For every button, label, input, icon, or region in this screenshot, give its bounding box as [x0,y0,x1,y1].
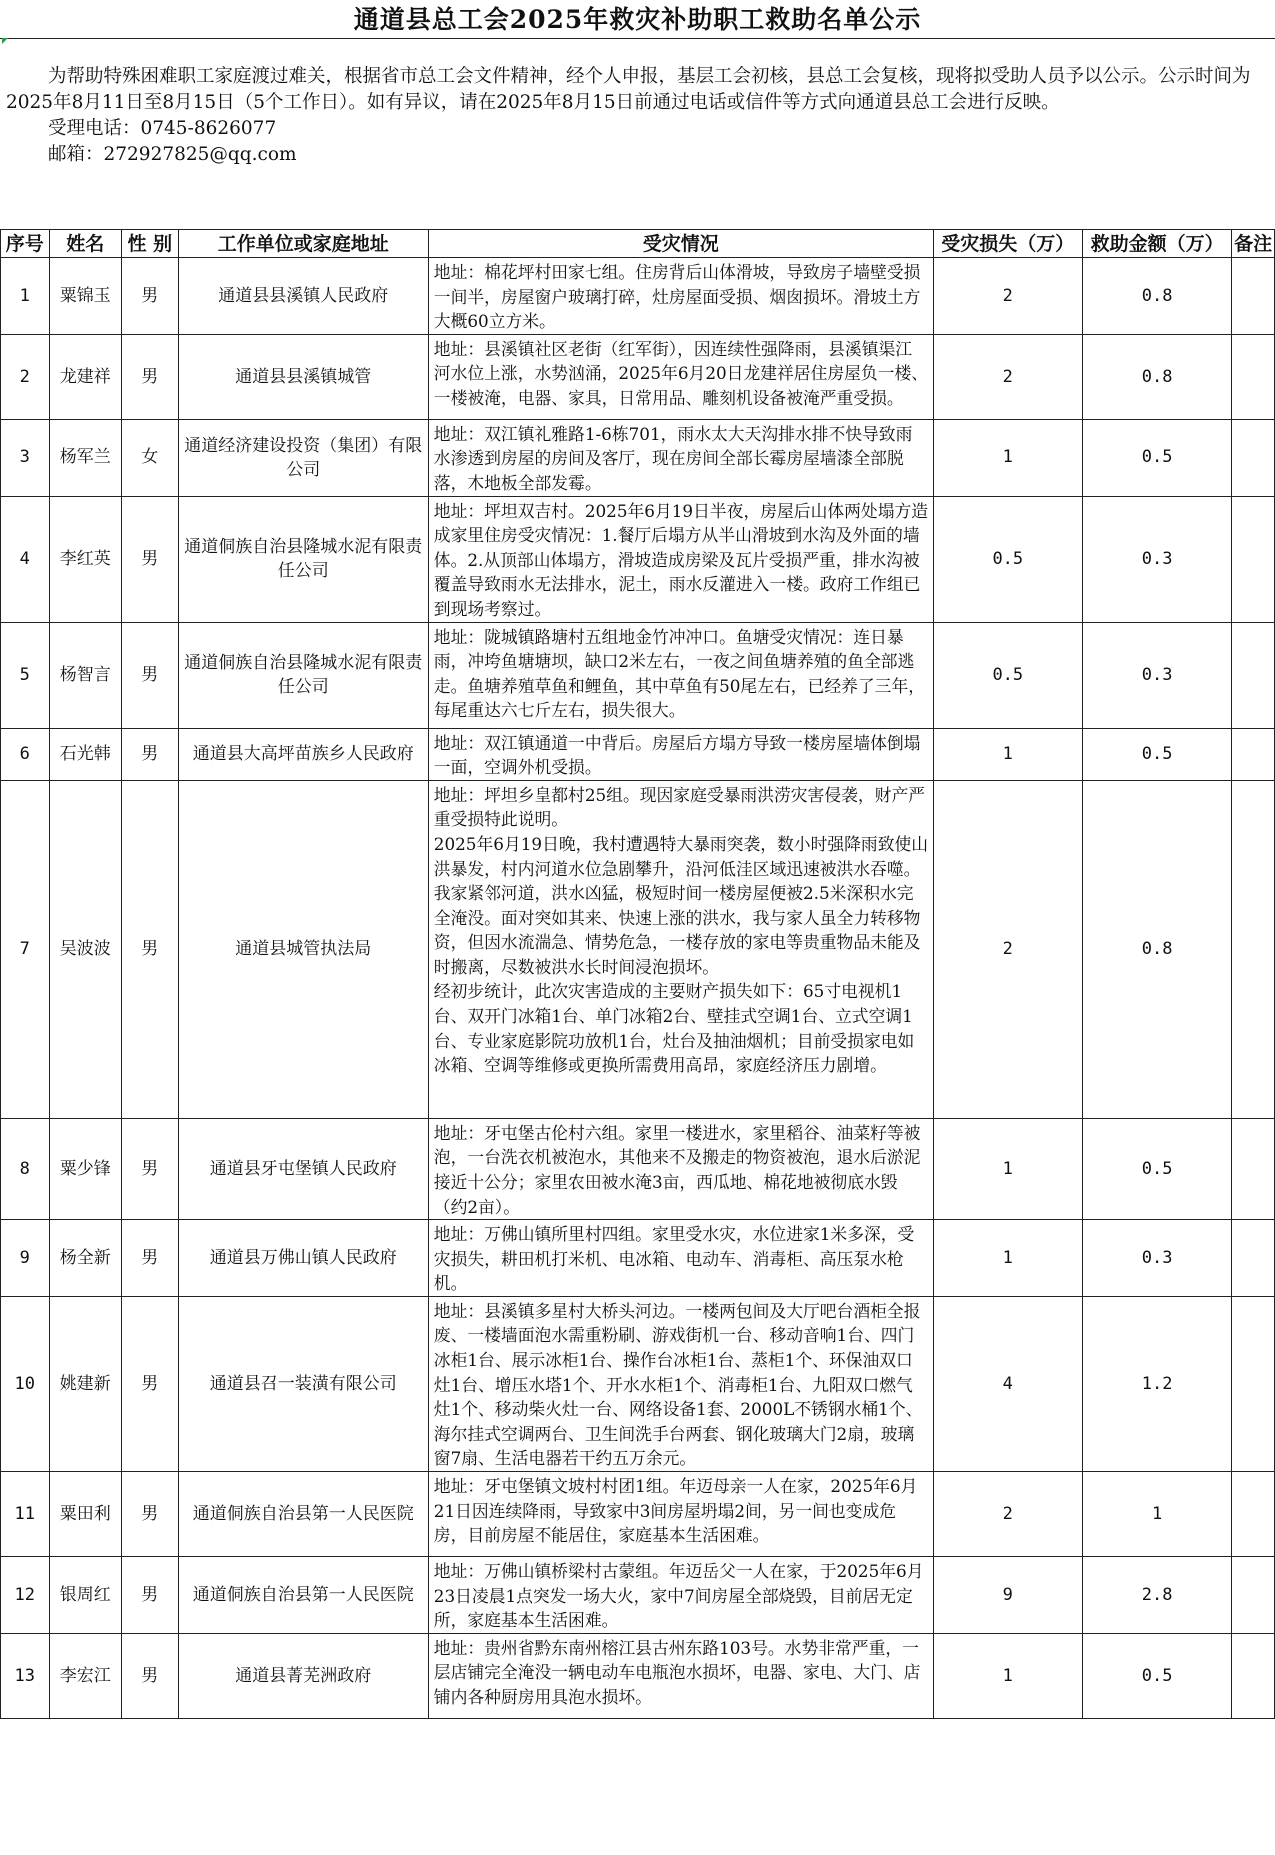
situation-text: 地址：贵州省黔东南州榕江县古州东路103号。水势非常严重，一层店铺完全淹没一辆电动车电瓶泡水损坏，电器、家电、大门、店铺内各种厨房用具泡水损坏。 [433,1637,921,1707]
cell-loss: 2 [933,258,1082,335]
table-row [1,1220,1275,1297]
cell-name: 粟田利 [49,1472,121,1557]
cell-seq: 9 [1,1220,50,1297]
table-row [1,622,1275,728]
cell-gender: 男 [121,780,178,1118]
cell-situation [428,1557,933,1634]
notice-text [6,64,1268,168]
cell-gender: 男 [121,334,178,419]
cell-loss: 2 [933,780,1082,1118]
cell-aid: 0.3 [1082,622,1231,728]
situation-text: 地址：牙屯堡镇文坡村村团1组。年迈母亲一人在家，2025年6月21日因连续降雨，导致家中3间房屋坍塌2间，另一间也变成危房，目前房屋不能居住，家庭基本生活困难。 [433,1476,918,1546]
cell-loss: 1 [933,419,1082,496]
cell-remark [1232,419,1275,496]
cell-unit: 通道侗族自治县隆城水泥有限责任公司 [178,496,428,622]
cell-remark [1232,780,1275,1118]
table-row [1,1118,1275,1219]
cell-unit: 通道侗族自治县第一人民医院 [178,1472,428,1557]
cell-gender: 男 [121,728,178,780]
cell-loss: 4 [933,1296,1082,1471]
cell-name: 杨智言 [49,622,121,728]
cell-seq: 13 [1,1633,50,1718]
cell-situation [428,1296,933,1471]
header-unit: 工作单位或家庭地址 [178,230,428,258]
situation-text: 地址：县溪镇多星村大桥头河边。一楼两包间及大厅吧台酒柜全报废、一楼墙面泡水需重粉刷、游戏街机一台、移动音响1台、四门冰柜1台、展示冰柜1台、操作台冰柜1台、蒸柜1个、环保油双口灶1台、增压水塔1个、开水水柜1个、消毒柜1台、九阳双口燃气灶1个、移动柴火灶一台、网络设备1套、2000L不锈钢水桶1个、海尔挂式空调两台、卫生间洗手台两套、钢化玻璃大门2扇，玻璃窗7扇、生活电器若干约五万余元。 [433,1300,923,1469]
cell-unit: 通道县县溪镇人民政府 [178,258,428,335]
cell-seq: 4 [1,496,50,622]
cell-name: 李宏江 [49,1633,121,1718]
cell-loss: 2 [933,1472,1082,1557]
cell-aid: 0.5 [1082,419,1231,496]
table-row [1,496,1275,622]
cell-name: 姚建新 [49,1296,121,1471]
cell-unit: 通道县城管执法局 [178,780,428,1118]
cell-aid: 0.3 [1082,496,1231,622]
situation-text: 地址：坪坦乡皇都村25组。现因家庭受暴雨洪涝灾害侵袭，财产严重受损特此说明。 2025年6月19日晚，我村遭遇特大暴雨突袭，数小时强降雨致使山洪暴发，村内河道水位急剧攀升，沿河低洼区域迅速被洪水吞噬。我家紧邻河道，洪水凶猛，极短时间一楼房屋便被2.5米深积水完全淹没。面对突如其来、快速上涨的洪水，我与家人虽全力转移物资，但因水流湍急、情势危急，一楼存放的家电等贵重物品未能及时搬离，尽数被洪水长时间浸泡损坏。 经初步统计，此次灾害造成的主要财产损失如下：65寸电视机1台、双开门冰箱1台、单门冰箱2台、壁挂式空调1台、立式空调1台、专业家庭影院功放机1台，灶台及抽油烟机；目前受损家电如冰箱、空调等维修或更换所需费用高昂，家庭经济压力剧增。 [433,784,929,1076]
cell-seq: 6 [1,728,50,780]
cell-situation [428,1220,933,1297]
cell-situation [428,1472,933,1557]
cell-gender: 女 [121,419,178,496]
contact-email: 邮箱：272927825@qq.com [48,144,297,165]
cell-loss: 1 [933,1118,1082,1219]
cell-remark [1232,334,1275,419]
cell-loss: 1 [933,728,1082,780]
cell-seq: 5 [1,622,50,728]
situation-text: 地址：县溪镇社区老街（红军街），因连续性强降雨，县溪镇渠江河水位上涨，水势汹涌，2025年6月20日龙建祥居住房屋负一楼、一楼被淹，电器、家具，日常用品、雕刻机设备被淹严重受损。 [433,338,929,408]
contact-phone: 受理电话：0745-8626077 [48,118,277,139]
header-remark: 备注 [1232,230,1275,258]
table-body [1,258,1275,1719]
cell-gender: 男 [121,622,178,728]
cell-remark [1232,1472,1275,1557]
situation-text: 地址：坪坦双吉村。2025年6月19日半夜，房屋后山体两处塌方造成家里住房受灾情况：1.餐厅后塌方从半山滑坡到水沟及外面的墙体。2.从顶部山体塌方，滑坡造成房梁及瓦片受损严重，排水沟被覆盖导致雨水无法排水，泥土，雨水反灌进入一楼。政府工作组已到现场考察过。 [433,500,929,619]
cell-situation [428,258,933,335]
cell-unit: 通道县菁芜洲政府 [178,1633,428,1718]
cell-remark [1232,622,1275,728]
cell-remark [1232,1633,1275,1718]
cell-remark [1232,1296,1275,1471]
cell-remark [1232,728,1275,780]
header-loss: 受灾损失（万） [933,230,1082,258]
cell-name: 石光韩 [49,728,121,780]
header-seq: 序号 [1,230,50,258]
cell-gender: 男 [121,496,178,622]
cell-unit: 通道县牙屯堡镇人民政府 [178,1118,428,1219]
table-row [1,728,1275,780]
cell-loss: 1 [933,1220,1082,1297]
cell-aid: 0.8 [1082,334,1231,419]
table-row [1,780,1275,1118]
cell-seq: 10 [1,1296,50,1471]
cell-name: 杨全新 [49,1220,121,1297]
cell-unit: 通道侗族自治县隆城水泥有限责任公司 [178,622,428,728]
table-row [1,1557,1275,1634]
cell-name: 银周红 [49,1557,121,1634]
intro-paragraph: 为帮助特殊困难职工家庭渡过难关，根据省市总工会文件精神，经个人申报，基层工会初核，县总工会复核，现将拟受助人员予以公示。公示时间为2025年8月11日至8月15日（5个工作日）。如有异议，请在2025年8月15日前通过电话或信件等方式向通道县总工会进行反映。 [6,66,1251,113]
cell-remark [1232,1118,1275,1219]
cell-gender: 男 [121,1220,178,1297]
cell-gender: 男 [121,1633,178,1718]
cell-situation [428,1118,933,1219]
cell-situation [428,622,933,728]
cell-gender: 男 [121,1472,178,1557]
cell-situation [428,334,933,419]
header-aid: 救助金额（万） [1082,230,1231,258]
situation-text: 地址：牙屯堡古伦村六组。家里一楼进水，家里稻谷、油菜籽等被泡，一台洗衣机被泡水，其他来不及搬走的物资被泡，退水后淤泥接近十公分；家里农田被水淹3亩，西瓜地、棉花地被彻底水毁（约2亩）。 [433,1122,921,1217]
cell-aid: 0.8 [1082,780,1231,1118]
cell-name: 吴波波 [49,780,121,1118]
cell-seq: 8 [1,1118,50,1219]
cell-aid: 0.5 [1082,1633,1231,1718]
cell-unit: 通道县万佛山镇人民政府 [178,1220,428,1297]
cell-situation [428,419,933,496]
table-row [1,419,1275,496]
cell-marker-icon [2,38,8,44]
cell-gender: 男 [121,1296,178,1471]
cell-loss: 9 [933,1557,1082,1634]
cell-loss: 1 [933,1633,1082,1718]
table-row [1,258,1275,335]
cell-situation [428,496,933,622]
cell-gender: 男 [121,1557,178,1634]
table-row [1,1296,1275,1471]
cell-situation [428,728,933,780]
cell-situation [428,1633,933,1718]
situation-text: 地址：双江镇通道一中背后。房屋后方塌方导致一楼房屋墙体倒塌一面，空调外机受损。 [433,732,921,778]
situation-text: 地址：双江镇礼雅路1-6栋701，雨水太大天沟排水排不快导致雨水渗透到房屋的房间及客厅，现在房间全部长霉房屋墙漆全部脱落，木地板全部发霉。 [433,423,913,493]
cell-loss: 0.5 [933,622,1082,728]
cell-remark [1232,496,1275,622]
cell-name: 粟锦玉 [49,258,121,335]
header-situation: 受灾情况 [428,230,933,258]
table-row [1,1633,1275,1718]
aid-list-table [0,229,1275,1719]
cell-remark [1232,1557,1275,1634]
cell-aid: 0.5 [1082,728,1231,780]
cell-unit: 通道县召一装潢有限公司 [178,1296,428,1471]
cell-gender: 男 [121,258,178,335]
cell-name: 龙建祥 [49,334,121,419]
cell-seq: 11 [1,1472,50,1557]
cell-situation [428,780,933,1118]
cell-seq: 1 [1,258,50,335]
cell-seq: 3 [1,419,50,496]
cell-unit: 通道县大高坪苗族乡人民政府 [178,728,428,780]
cell-aid: 0.3 [1082,1220,1231,1297]
cell-remark [1232,258,1275,335]
header-gender: 性 别 [121,230,178,258]
cell-name: 粟少锋 [49,1118,121,1219]
situation-text: 地址：万佛山镇桥梁村古蒙组。年迈岳父一人在家，于2025年6月23日凌晨1点突发一场大火，家中7间房屋全部烧毁，目前居无定所，家庭基本生活困难。 [433,1561,924,1631]
cell-name: 杨军兰 [49,419,121,496]
situation-text: 地址：万佛山镇所里村四组。家里受水灾，水位进家1米多深，受灾损失，耕田机打米机、电冰箱、电动车、消毒柜、高压泵水枪机。 [433,1224,915,1294]
cell-aid: 1 [1082,1472,1231,1557]
cell-unit: 通道侗族自治县第一人民医院 [178,1557,428,1634]
cell-aid: 2.8 [1082,1557,1231,1634]
cell-remark [1232,1220,1275,1297]
cell-seq: 2 [1,334,50,419]
situation-text: 地址：棉花坪村田家七组。住房背后山体滑坡，导致房子墙壁受损一间半，房屋窗户玻璃打碎，灶房屋面受损、烟囱损坏。滑坡土方大概60立方米。 [433,262,921,332]
cell-gender: 男 [121,1118,178,1219]
table-header-row [1,230,1275,258]
situation-text: 地址：陇城镇路塘村五组地金竹冲冲口。鱼塘受灾情况：连日暴雨，冲垮鱼塘塘坝，缺口2米左右，一夜之间鱼塘养殖的鱼全部逃走。鱼塘养殖草鱼和鲤鱼，其中草鱼有50尾左右，已经养了三年，每尾重达六七斤左右，损失很大。 [433,626,926,721]
page-title: 通道县总工会2025年救灾补助职工救助名单公示 [0,2,1275,39]
cell-aid: 1.2 [1082,1296,1231,1471]
header-name: 姓名 [49,230,121,258]
table-row [1,334,1275,419]
cell-unit: 通道经济建设投资（集团）有限公司 [178,419,428,496]
cell-loss: 0.5 [933,496,1082,622]
cell-unit: 通道县县溪镇城管 [178,334,428,419]
cell-name: 李红英 [49,496,121,622]
cell-loss: 2 [933,334,1082,419]
cell-seq: 12 [1,1557,50,1634]
cell-aid: 0.5 [1082,1118,1231,1219]
cell-aid: 0.8 [1082,258,1231,335]
table-row [1,1472,1275,1557]
cell-seq: 7 [1,780,50,1118]
